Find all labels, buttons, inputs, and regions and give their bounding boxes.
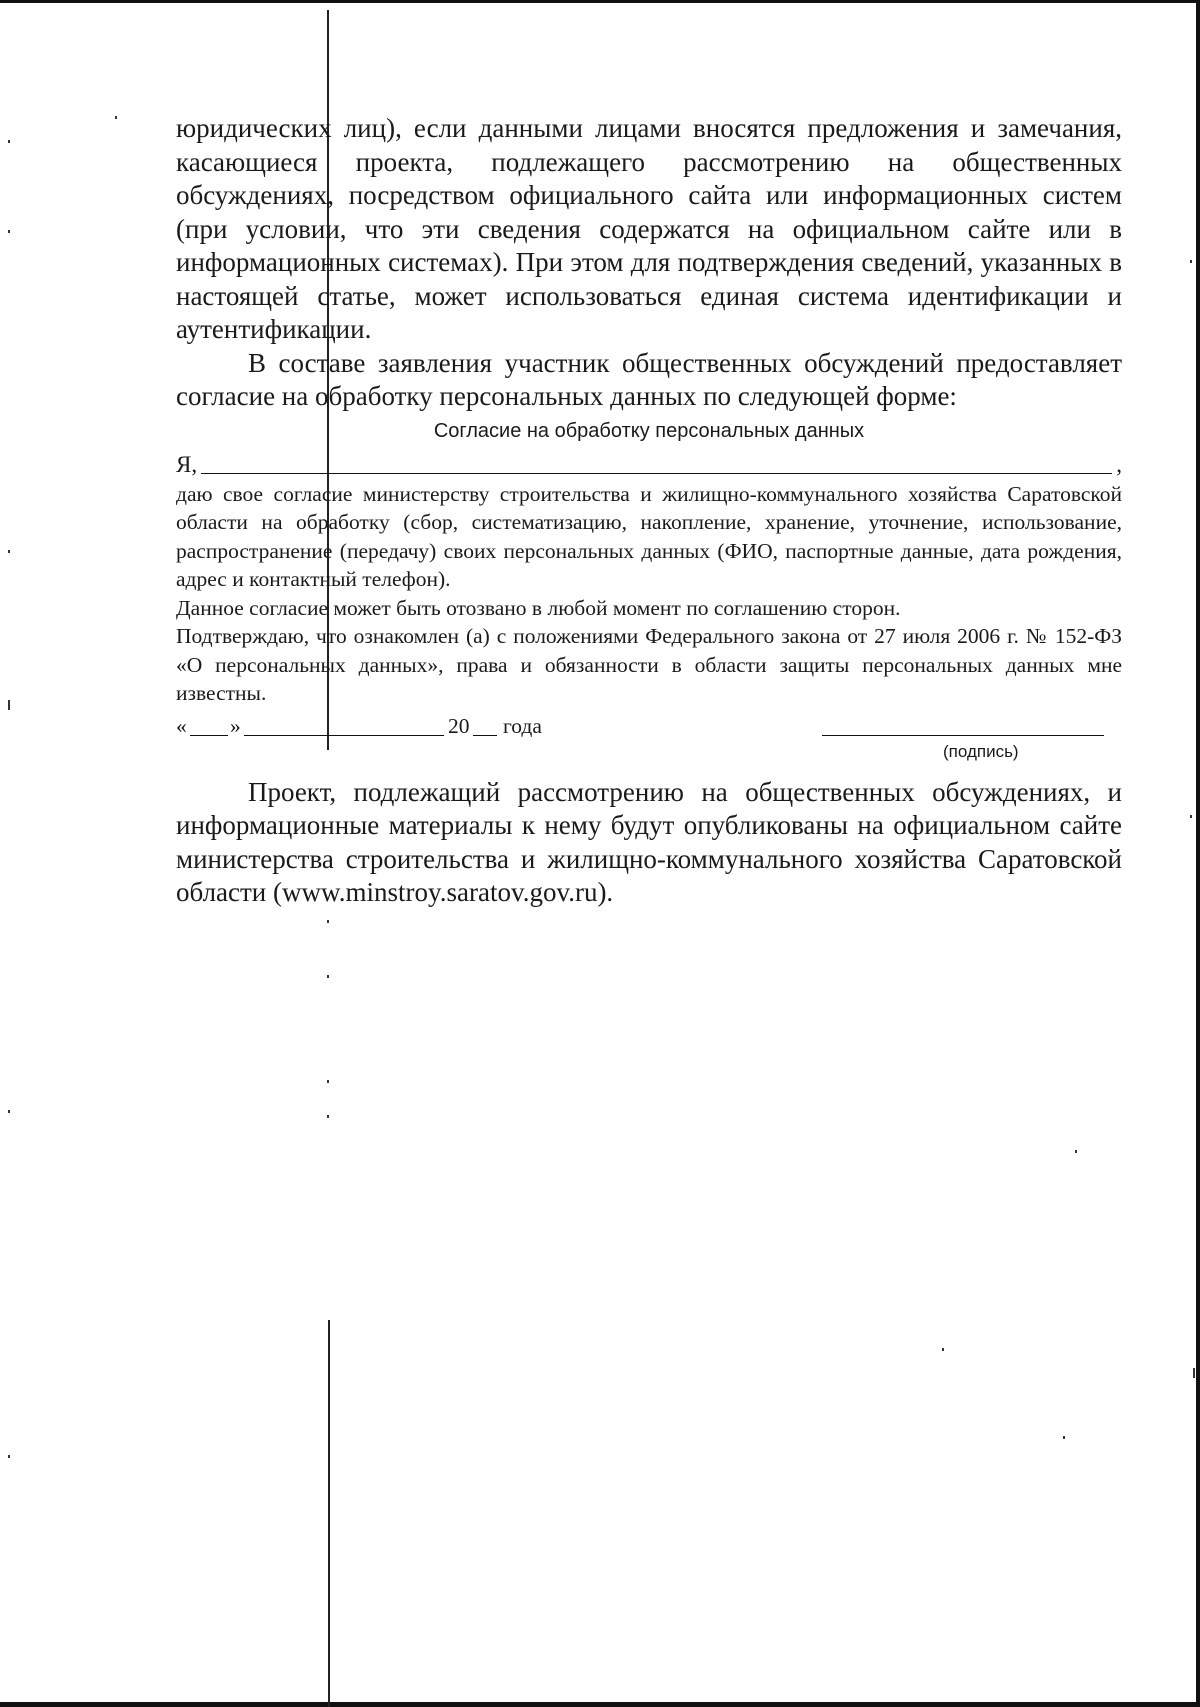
- scan-speck: [8, 550, 10, 553]
- paragraph-legal-entities: юридических лиц), если данными лицами вносятся предложения и замечания, касающиеся проекта, подлежащего рассмотрению на общественных обсуждениях, посредством официального сайта или информационных систем (при условии, что эти сведения содержатся на официальном сайте или в информационных системах). При этом для подтверждения сведений, указанных в настоящей статье, может использоваться единая система идентификации и аутентификации.: [176, 113, 1122, 344]
- consent-form-title: Согласие на обработку персональных данных: [433, 419, 865, 442]
- scan-speck: [327, 1115, 329, 1118]
- date-close-quote: »: [230, 713, 241, 738]
- signature-label-row: [176, 742, 1122, 768]
- scan-border-right: [1196, 0, 1200, 1707]
- scan-speck: [1075, 1150, 1077, 1153]
- paragraph-consent-intro: В составе заявления участник общественных обсуждений предоставляет согласие на обработку персональных данных по следующей форме:: [176, 347, 1122, 411]
- signature-blank-line: [822, 714, 1104, 736]
- scan-speck: [8, 230, 10, 233]
- date-open-quote: «: [176, 713, 187, 738]
- name-blank-line: [201, 451, 1112, 474]
- scan-speck: [8, 700, 10, 710]
- scan-speck: [327, 1080, 329, 1083]
- year-suffix: года: [503, 713, 542, 738]
- scan-speck: [942, 1348, 944, 1351]
- date-signature-row: [176, 714, 1122, 742]
- day-blank-line: [190, 714, 228, 736]
- name-prefix: Я,: [176, 451, 198, 477]
- signature-label: (подпись): [943, 741, 1019, 761]
- consent-form: [176, 418, 1122, 768]
- year-prefix: 20: [448, 713, 470, 738]
- scan-border-top: [0, 0, 1200, 3]
- scan-speck: [1190, 815, 1192, 818]
- confirmation-text: Подтверждаю, что ознакомлен (а) с положениями Федерального закона от 27 июля 2006 г. № 152-ФЗ «О персональных данных», права и обязанности в области защиты персональных данных мне известны.: [176, 624, 1122, 705]
- revocation-text: Данное согласие может быть отозвано в любой момент по соглашению сторон.: [176, 595, 901, 620]
- year-blank-line: [473, 714, 497, 736]
- scan-speck: [1063, 1436, 1065, 1439]
- paragraph-publication: Проект, подлежащий рассмотрению на общественных обсуждениях, и информационные материалы к нему будут опубликованы на официальном сайте министерства строительства и жилищно-коммунального хозяйства Саратовской области (www.minstroy.saratov.gov.ru).: [176, 776, 1122, 907]
- scan-border-bottom: [0, 1702, 1200, 1707]
- consent-text: даю свое согласие министерству строительства и жилищно-коммунального хозяйства Саратовской области на обработку (сбор, систематизацию, накопление, хранение, уточнение, использование, распространение (передачу) своих персональных данных (ФИО, паспортные данные, дата рождения, адрес и контактный телефон).: [176, 481, 1122, 591]
- month-blank-line: [244, 714, 444, 736]
- document-body: [176, 112, 1122, 910]
- scan-speck: [8, 140, 10, 143]
- fold-line-lower: [328, 1320, 330, 1707]
- scan-speck: [1190, 260, 1192, 263]
- scan-speck: [8, 1455, 10, 1458]
- scan-speck: [8, 1110, 10, 1113]
- name-suffix: ,: [1116, 451, 1122, 477]
- scan-speck: [1193, 1368, 1195, 1378]
- name-line-row: [176, 448, 1122, 478]
- scan-speck: [327, 975, 329, 978]
- scan-speck: [115, 116, 117, 119]
- scan-speck: [327, 920, 329, 923]
